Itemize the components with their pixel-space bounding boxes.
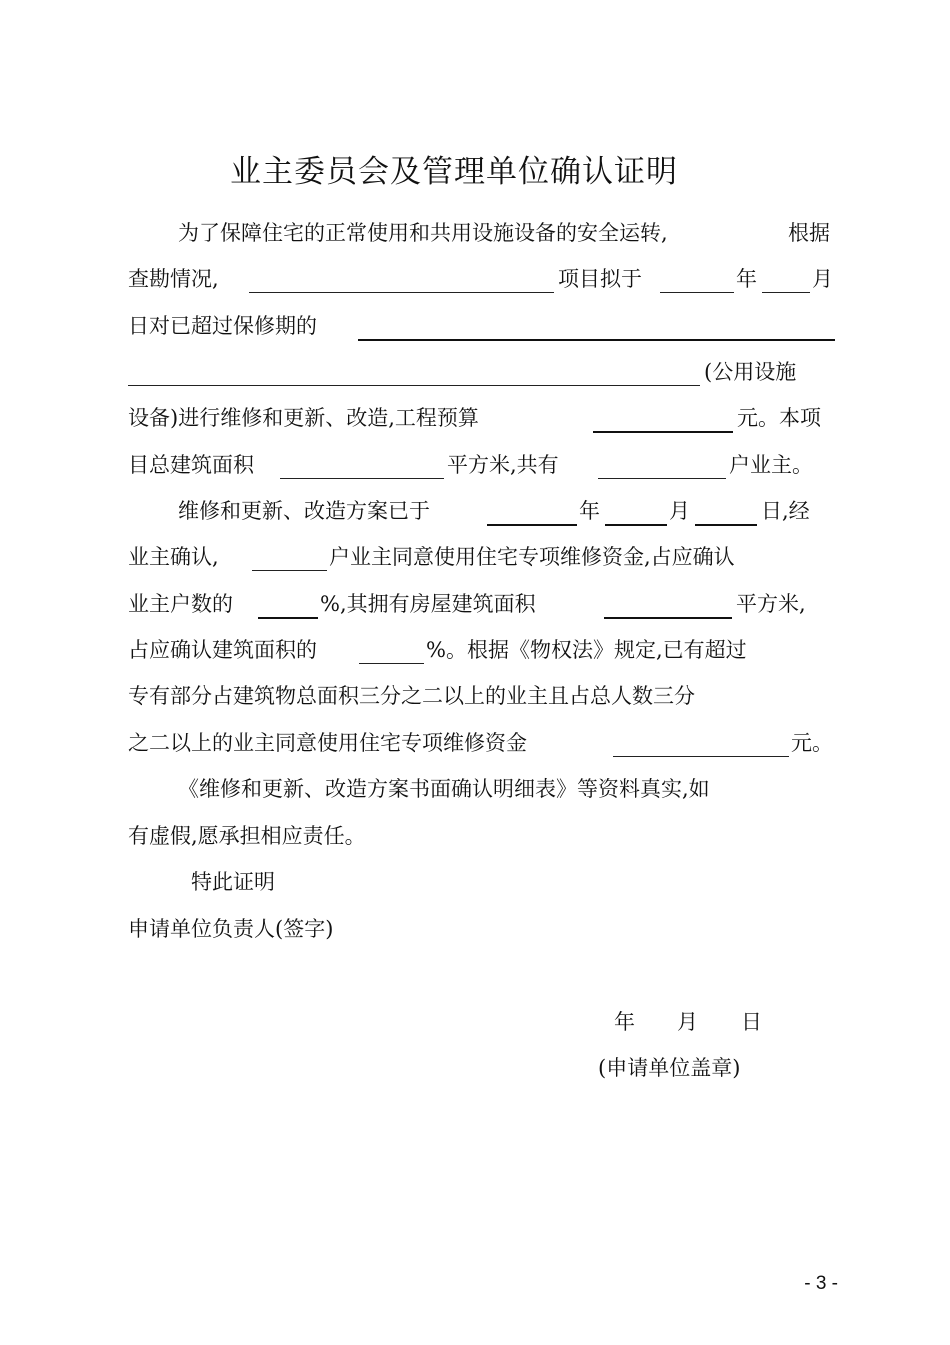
paragraph-1-tail: 根据 bbox=[788, 221, 830, 245]
line-9-text: 业主户数的 bbox=[128, 592, 233, 616]
line-9-middle: %,其拥有房屋建筑面积 bbox=[320, 592, 536, 616]
date-year-label: 年 bbox=[614, 1010, 635, 1034]
line-2-text: 查勘情况, bbox=[128, 267, 219, 291]
page-number: - 3 - bbox=[804, 1273, 838, 1294]
line-12-tail: 元。 bbox=[791, 731, 833, 755]
certification-statement: 特此证明 bbox=[191, 870, 275, 894]
line-7-text: 维修和更新、改造方案已于 bbox=[178, 499, 430, 523]
households-blank[interactable] bbox=[598, 478, 726, 479]
document-title: 业主委员会及管理单位确认证明 bbox=[230, 154, 678, 190]
seal-note: (申请单位盖章) bbox=[598, 1056, 741, 1080]
planned-month-blank[interactable] bbox=[762, 292, 810, 293]
line-2-project: 项目拟于 bbox=[558, 267, 642, 291]
line-6-tail: 户业主。 bbox=[729, 453, 813, 477]
line-9-tail: 平方米, bbox=[736, 592, 806, 616]
line-7-day: 日,经 bbox=[761, 499, 810, 523]
line-7-year: 年 bbox=[579, 499, 600, 523]
signer-label: 申请单位负责人(签字) bbox=[128, 917, 334, 941]
line-4-text: (公用设施 bbox=[704, 360, 797, 384]
line-10-tail: %。根据《物权法》规定,已有超过 bbox=[426, 638, 747, 662]
line-2-year: 年 bbox=[736, 267, 757, 291]
plan-year-blank[interactable] bbox=[487, 524, 577, 526]
line-12-text: 之二以上的业主同意使用住宅专项维修资金 bbox=[128, 731, 527, 755]
total-area-blank[interactable] bbox=[280, 478, 444, 479]
fund-amount-blank[interactable] bbox=[613, 756, 789, 757]
line-2-month: 月 bbox=[812, 267, 833, 291]
line-8-tail: 户业主同意使用住宅专项维修资金,占应确认 bbox=[329, 545, 735, 569]
line-7-month: 月 bbox=[669, 499, 690, 523]
plan-day-blank[interactable] bbox=[695, 524, 757, 526]
line-11-text: 专有部分占建筑物总面积三分之二以上的业主且占总人数三分 bbox=[128, 684, 695, 708]
budget-blank[interactable] bbox=[593, 431, 733, 433]
area-percent-blank[interactable] bbox=[359, 663, 424, 664]
line-8-text: 业主确认, bbox=[128, 545, 219, 569]
paragraph-1-text: 为了保障住宅的正常使用和共用设施设备的安全运转, bbox=[178, 221, 668, 245]
line-13-text: 《维修和更新、改造方案书面确认明细表》等资料真实,如 bbox=[178, 777, 710, 801]
project-name-blank[interactable] bbox=[249, 292, 554, 293]
planned-year-blank[interactable] bbox=[660, 292, 734, 293]
consenting-area-blank[interactable] bbox=[604, 617, 732, 619]
line-14-text: 有虚假,愿承担相应责任。 bbox=[128, 824, 366, 848]
household-percent-blank[interactable] bbox=[258, 617, 318, 619]
facility-blank-2[interactable] bbox=[128, 385, 700, 386]
line-6-text: 目总建筑面积 bbox=[128, 453, 254, 477]
date-month-label: 月 bbox=[677, 1010, 698, 1034]
line-6-area: 平方米,共有 bbox=[447, 453, 559, 477]
line-5-tail: 元。本项 bbox=[737, 406, 821, 430]
line-10-text: 占应确认建筑面积的 bbox=[128, 638, 317, 662]
line-5-text: 设备)进行维修和更新、改造,工程预算 bbox=[128, 406, 479, 430]
plan-month-blank[interactable] bbox=[605, 524, 667, 526]
line-3-text: 日对已超过保修期的 bbox=[128, 314, 317, 338]
facility-blank-1[interactable] bbox=[358, 339, 835, 341]
consenting-households-blank[interactable] bbox=[252, 570, 327, 571]
date-day-label: 日 bbox=[741, 1010, 762, 1034]
